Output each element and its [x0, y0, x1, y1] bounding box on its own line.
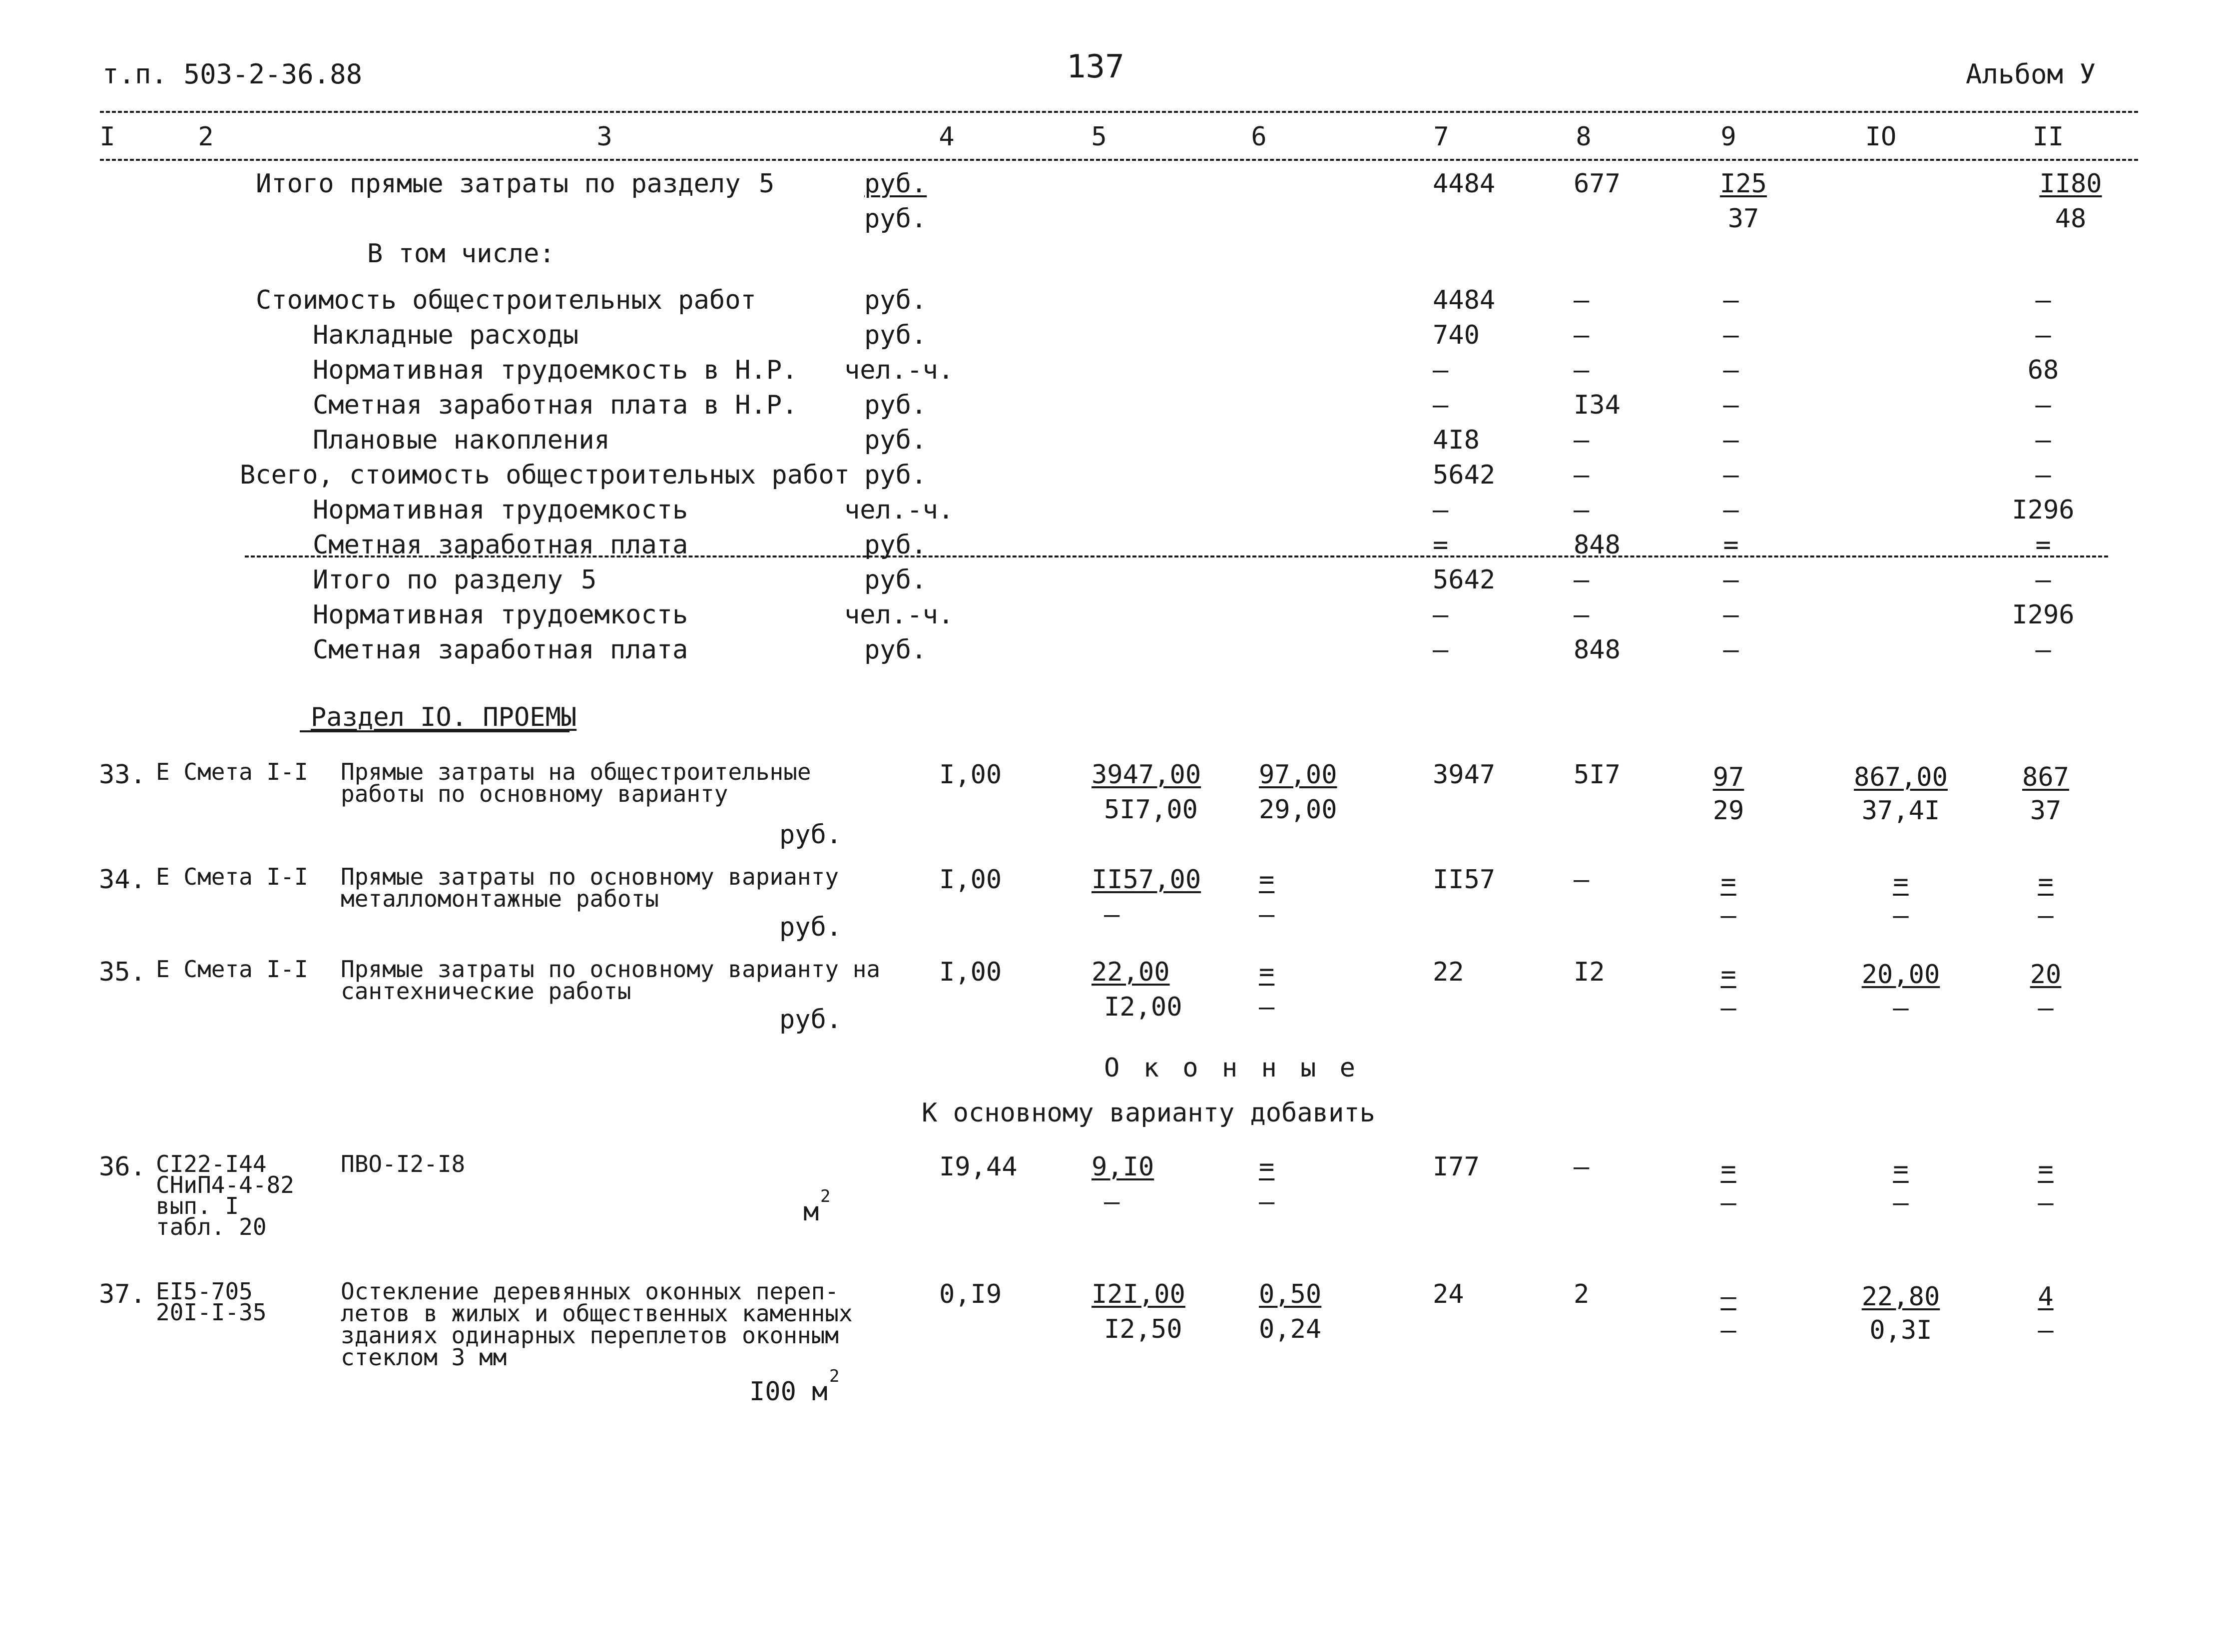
summary-cell-col9: – [1723, 320, 1739, 350]
item-machine-total: 0,50 [1259, 1279, 1322, 1309]
column-header: 6 [1251, 122, 1267, 152]
item-code-line: Е Смета I-I [156, 758, 308, 785]
item-machine-wage: – [1259, 1187, 1275, 1217]
summary-cell-col7: 4I8 [1433, 425, 1480, 455]
summary-row-label: Стоимость общестроительных работ [256, 285, 756, 315]
summary-cell-col9: – [1723, 390, 1739, 420]
summary-cell-col8: – [1574, 460, 1590, 490]
summary-cell-col8: – [1574, 600, 1590, 630]
summary-row-label: Сметная заработная плата [313, 635, 688, 665]
summary-row-unit: руб. [864, 320, 927, 350]
item-description-line: Остекление деревянных оконных переп- [341, 1278, 839, 1305]
item-description-line: летов в жилых и общественных каменных [341, 1300, 853, 1327]
item-machine-wage: 29,00 [1259, 795, 1337, 825]
summary-cell-col11: – [2035, 425, 2051, 455]
item-machine-total: = [1259, 957, 1275, 987]
item-quantity: I,00 [939, 865, 1002, 895]
item-labor-norm-machine: – [1893, 993, 1909, 1023]
item-code-line: табл. 20 [156, 1213, 267, 1240]
item-price-total: 22,00 [1092, 957, 1170, 987]
summary-row-label: В том числе: [367, 239, 555, 269]
summary-row-unit: руб. [864, 390, 927, 420]
item-machine-wage-cost: – [1720, 1315, 1736, 1345]
item-price-wage: – [1104, 1187, 1120, 1217]
section-title-underline [300, 730, 569, 732]
summary-row-label: Итого прямые затраты по разделу [256, 169, 741, 199]
summary-cell-col7: 5642 [1433, 460, 1496, 490]
item-cost-total: 24 [1433, 1279, 1464, 1309]
item-quantity: I,00 [939, 957, 1002, 987]
summary-cell-col9: 37 [1727, 204, 1759, 234]
summary-row-unit: руб. [864, 204, 927, 234]
item-number: 36. [99, 1152, 146, 1182]
summary-cell-col9: – [1723, 460, 1739, 490]
summary-cell-col9: – [1723, 285, 1739, 315]
item-price-total: II57,00 [1092, 865, 1201, 895]
item-quantity: I,00 [939, 760, 1002, 790]
summary-row-label: Нормативная трудоемкость [313, 495, 688, 525]
item-unit: руб. [779, 820, 842, 850]
item-number: 33. [99, 760, 146, 790]
item-labor-total: 20 [2030, 960, 2062, 990]
summary-cell-col11: – [2035, 635, 2051, 665]
item-number: 34. [99, 865, 146, 895]
item-description-line: ПВО-I2-I8 [341, 1150, 466, 1177]
column-header: 9 [1720, 122, 1736, 152]
summary-row-unit: руб. [864, 565, 927, 595]
column-header: 8 [1576, 122, 1592, 152]
item-labor-norm-machine: 37,4I [1861, 796, 1940, 826]
item-labor-total-machine: – [2038, 1188, 2054, 1218]
summary-cell-col8: – [1574, 285, 1590, 315]
summary-cell-col9: = [1723, 530, 1739, 560]
item-cost-total: I77 [1433, 1152, 1480, 1182]
album-label: Альбом У [1966, 58, 2096, 90]
column-header: 3 [596, 122, 612, 152]
summary-row-unit: руб. [864, 285, 927, 315]
summary-cell-col7: 4484 [1433, 285, 1496, 315]
item-description-line: зданиях одинарных переплетов оконным [341, 1322, 839, 1349]
item-machine-wage-cost: – [1720, 993, 1736, 1023]
item-machine-cost: = [1720, 1154, 1736, 1184]
summary-row-unit: руб. [864, 460, 927, 490]
summary-cell-col7: – [1433, 390, 1449, 420]
header-rule-top [100, 111, 2138, 113]
item-description-line: стеклом 3 мм [341, 1344, 507, 1371]
item-unit-superscript: 2 [820, 1186, 831, 1206]
summary-cell-col8: I34 [1574, 390, 1621, 420]
summary-row-label: Нормативная трудоемкость [313, 600, 688, 630]
summary-cell-col8: – [1574, 355, 1590, 385]
item-machine-total: 97,00 [1259, 760, 1337, 790]
summary-row-label: Итого по разделу [313, 565, 563, 595]
item-machine-wage-cost: – [1720, 1188, 1736, 1218]
summary-cell-col8: – [1574, 565, 1590, 595]
summary-cell-col7: = [1433, 530, 1449, 560]
summary-row-label: Нормативная трудоемкость в Н.Р. [313, 355, 798, 385]
summary-row-unit: руб. [864, 425, 927, 455]
subheading-windows: О к о н н ы е [1104, 1053, 1359, 1083]
item-description-line: работы по основному варианту [341, 780, 728, 807]
summary-cell-col7: – [1433, 635, 1449, 665]
column-header: 5 [1091, 122, 1107, 152]
item-code-line: ЕI5-705 [156, 1278, 253, 1305]
summary-cell-col11: 68 [2027, 355, 2059, 385]
item-price-wage: – [1104, 900, 1120, 930]
item-wage-total: – [1574, 1152, 1590, 1182]
summary-cell-col7: 740 [1433, 320, 1480, 350]
summary-row-unit: руб. [864, 635, 927, 665]
header-rule-bottom [100, 159, 2138, 161]
summary-cell-col7: 5642 [1433, 565, 1496, 595]
item-labor-norm: 867,00 [1854, 762, 1948, 792]
item-price-total: 3947,00 [1092, 760, 1201, 790]
summary-cell-col11: – [2035, 460, 2051, 490]
summary-cell-col11: – [2035, 285, 2051, 315]
summary-cell-col7: – [1433, 600, 1449, 630]
item-labor-total-machine: – [2038, 901, 2054, 931]
item-code-line: вып. I [156, 1192, 239, 1219]
item-machine-cost: = [1720, 867, 1736, 897]
item-price-total: 9,I0 [1092, 1152, 1154, 1182]
summary-cell-col8: – [1574, 495, 1590, 525]
summary-cell-col9: – [1723, 425, 1739, 455]
column-header: I [99, 122, 115, 152]
item-labor-norm: 20,00 [1861, 960, 1940, 990]
item-machine-total: = [1259, 865, 1275, 895]
item-wage-total: 2 [1574, 1279, 1590, 1309]
item-cost-total: II57 [1433, 865, 1496, 895]
summary-row-section: 5 [581, 565, 597, 595]
summary-separator [245, 555, 2108, 557]
summary-row-unit: руб. [864, 169, 927, 199]
summary-cell-col11: – [2035, 390, 2051, 420]
item-description-line: Прямые затраты по основному варианту на [341, 956, 881, 983]
item-labor-total-machine: – [2038, 1315, 2054, 1345]
summary-cell-col8: – [1574, 425, 1590, 455]
column-header: IO [1865, 122, 1897, 152]
item-labor-norm: = [1893, 1154, 1909, 1184]
item-labor-norm: = [1893, 867, 1909, 897]
item-machine-wage-cost: 29 [1712, 796, 1744, 826]
item-labor-norm-machine: – [1893, 901, 1909, 931]
item-price-wage: I2,00 [1104, 992, 1182, 1022]
summary-cell-col9: I25 [1720, 169, 1767, 199]
item-machine-total: = [1259, 1152, 1275, 1182]
summary-row-unit: чел.-ч. [844, 495, 954, 525]
summary-cell-col11: = [2035, 530, 2051, 560]
item-machine-wage-cost: – [1720, 901, 1736, 931]
subheading-add: К основному варианту добавить [922, 1098, 1375, 1128]
summary-cell-col7: – [1433, 355, 1449, 385]
summary-cell-col11: I296 [2012, 600, 2075, 630]
item-unit-superscript: 2 [829, 1366, 840, 1386]
summary-cell-col7: 4484 [1433, 169, 1496, 199]
summary-cell-col8: 677 [1574, 169, 1621, 199]
summary-row-label: Всего, стоимость общестроительных работ [240, 460, 850, 490]
item-wage-total: – [1574, 865, 1590, 895]
item-description-line: сантехнические работы [341, 978, 631, 1005]
item-labor-norm-machine: – [1893, 1188, 1909, 1218]
item-code-line: Е Смета I-I [156, 956, 308, 983]
item-labor-total: 867 [2022, 762, 2069, 792]
item-price-wage: 5I7,00 [1104, 795, 1198, 825]
summary-row-label: Сметная заработная плата в Н.Р. [313, 390, 798, 420]
item-machine-wage: 0,24 [1259, 1314, 1322, 1344]
item-labor-total: = [2038, 867, 2054, 897]
summary-cell-col9: – [1723, 600, 1739, 630]
summary-cell-col11: – [2035, 320, 2051, 350]
column-header: 4 [939, 122, 955, 152]
summary-cell-col8: 848 [1574, 635, 1621, 665]
doc-code: т.п. 503-2-36.88 [102, 58, 363, 90]
item-code-line: 20I-I-35 [156, 1299, 267, 1326]
item-number: 37. [99, 1279, 146, 1309]
summary-cell-col8: – [1574, 320, 1590, 350]
column-header: 2 [198, 122, 214, 152]
item-machine-cost: 97 [1712, 762, 1744, 792]
item-cost-total: 22 [1433, 957, 1464, 987]
item-quantity: 0,I9 [939, 1279, 1002, 1309]
summary-cell-col11: I296 [2012, 495, 2075, 525]
item-labor-total-machine: 37 [2030, 796, 2062, 826]
item-machine-cost: = [1720, 960, 1736, 990]
summary-row-label: Накладные расходы [313, 320, 579, 350]
section-title: Раздел IO. ПРОЕМЫ [311, 702, 577, 732]
summary-row-label: Сметная заработная плата [313, 530, 688, 560]
column-header: II [2032, 122, 2064, 152]
item-machine-wage: – [1259, 992, 1275, 1022]
page-number: 137 [1067, 48, 1124, 85]
item-code-line: СI22-I44 [156, 1150, 267, 1177]
item-wage-total: 5I7 [1574, 760, 1621, 790]
summary-row-unit: чел.-ч. [844, 355, 954, 385]
summary-cell-col11: II80 [2039, 169, 2102, 199]
item-description-line: Прямые затраты по основному варианту [341, 863, 839, 890]
summary-cell-col11: 48 [2055, 204, 2087, 234]
item-unit: руб. [779, 912, 842, 942]
item-labor-norm-machine: 0,3I [1869, 1315, 1932, 1345]
item-description-line: металломонтажные работы [341, 885, 659, 912]
summary-cell-col7: – [1433, 495, 1449, 525]
item-price-total: I2I,00 [1092, 1279, 1185, 1309]
summary-row-label: Плановые накопления [313, 425, 610, 455]
item-unit: I00 м [749, 1377, 828, 1407]
summary-cell-col11: – [2035, 565, 2051, 595]
item-code-line: СНиП4-4-82 [156, 1171, 294, 1198]
item-quantity: I9,44 [939, 1152, 1018, 1182]
summary-cell-col8: 848 [1574, 530, 1621, 560]
summary-cell-col9: – [1723, 495, 1739, 525]
summary-cell-col9: – [1723, 635, 1739, 665]
summary-row-section: 5 [759, 169, 775, 199]
item-number: 35. [99, 957, 146, 987]
item-price-wage: I2,50 [1104, 1314, 1182, 1344]
item-machine-wage: – [1259, 900, 1275, 930]
item-machine-cost: – [1720, 1282, 1736, 1312]
item-wage-total: I2 [1574, 957, 1605, 987]
item-labor-total: = [2038, 1154, 2054, 1184]
column-header: 7 [1433, 122, 1449, 152]
item-description-line: Прямые затраты на общестроительные [341, 758, 811, 785]
item-labor-total-machine: – [2038, 993, 2054, 1023]
item-unit: м [803, 1197, 819, 1227]
summary-cell-col9: – [1723, 565, 1739, 595]
item-cost-total: 3947 [1433, 760, 1496, 790]
item-unit: руб. [779, 1005, 842, 1035]
item-code-line: Е Смета I-I [156, 863, 308, 890]
item-labor-total: 4 [2038, 1282, 2054, 1312]
item-labor-norm: 22,80 [1861, 1282, 1940, 1312]
summary-row-unit: руб. [864, 530, 927, 560]
summary-cell-col9: – [1723, 355, 1739, 385]
summary-row-unit: чел.-ч. [844, 600, 954, 630]
